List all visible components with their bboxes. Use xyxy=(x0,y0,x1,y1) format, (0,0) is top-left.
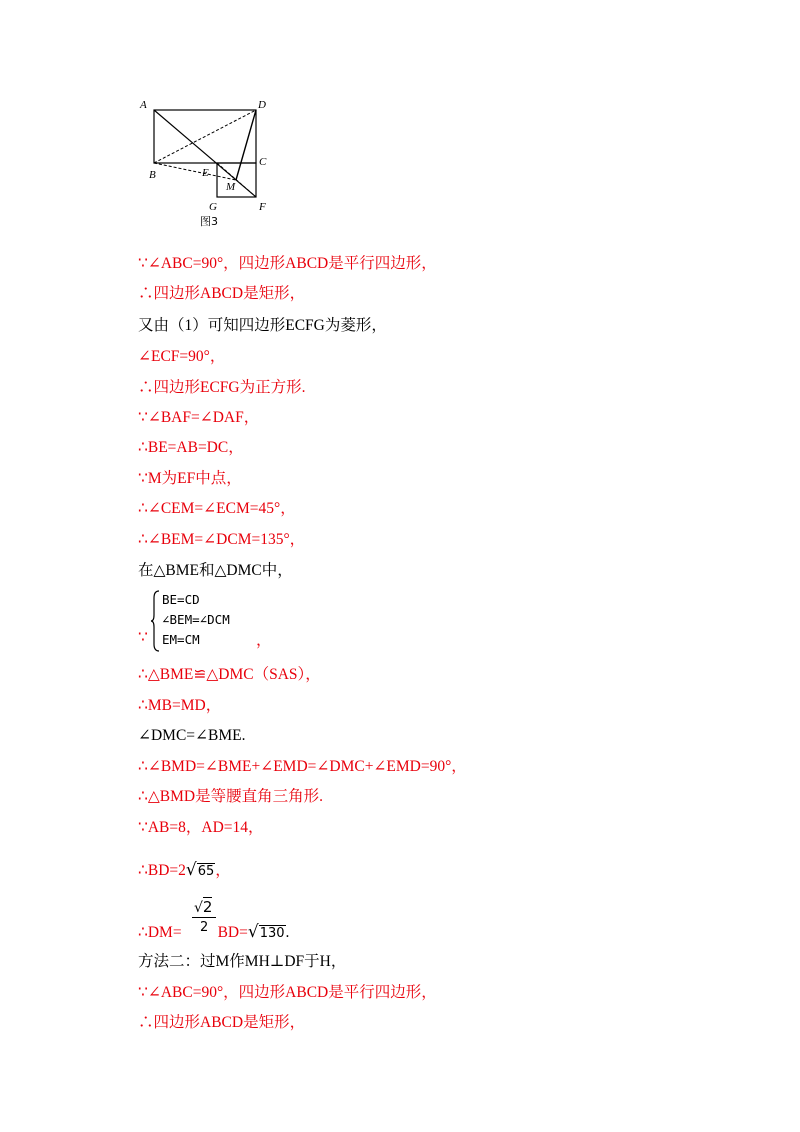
radicand-130: 130 xyxy=(259,926,285,941)
proof-line-2: ∴四边形ABCD是矩形， xyxy=(138,285,306,302)
figure-3-diagram xyxy=(136,94,286,234)
figure-caption: 图3 xyxy=(200,215,218,228)
radicand-65: 65 xyxy=(197,864,215,879)
proof-line-3: 又由（1）可知四边形ECFG为菱形， xyxy=(138,317,387,334)
sqrt-130 xyxy=(248,922,286,944)
brace-comma: ， xyxy=(256,632,272,649)
condition-2: ∠BEM=∠DCM xyxy=(162,612,230,627)
proof-line-8: ∵M为EF中点， xyxy=(138,470,242,487)
line-dm xyxy=(236,110,256,180)
label-e: E xyxy=(202,167,209,179)
radical-sign-icon: √ xyxy=(247,922,259,942)
proof-line-19: ∵∠ABC=90°，四边形ABCD是平行四边形， xyxy=(138,984,437,1001)
proof-line-5: ∴四边形ECFG为正方形. xyxy=(138,379,306,396)
proof-line-13: ∴MB=MD， xyxy=(138,697,222,714)
radical-sign-icon: √ xyxy=(194,900,203,916)
proof-line-20: ∴四边形ABCD是矩形， xyxy=(138,1014,306,1031)
line-bd xyxy=(154,110,256,163)
proof-line-17: ∵AB=8，AD=14， xyxy=(138,819,264,836)
condition-list xyxy=(162,590,230,650)
line-bm xyxy=(154,163,236,180)
fraction-numerator xyxy=(194,898,212,916)
proof-line-6: ∵∠BAF=∠DAF， xyxy=(138,409,260,426)
label-f: F xyxy=(259,201,266,213)
dm-middle: BD= xyxy=(217,924,248,941)
proof-line-14: ∠DMC=∠BME. xyxy=(138,727,246,744)
bd-suffix: ， xyxy=(215,862,231,879)
proof-line-15: ∴∠BMD=∠BME+∠EMD=∠DMC+∠EMD=90°， xyxy=(138,758,467,775)
dm-suffix: . xyxy=(285,924,290,941)
fraction-bar xyxy=(192,917,216,918)
condition-3: EM=CM xyxy=(162,632,200,647)
proof-line-9: ∴∠CEM=∠ECM=45°， xyxy=(138,500,296,517)
dm-prefix: ∴DM= xyxy=(138,924,182,941)
proof-line-10: ∴∠BEM=∠DCM=135°， xyxy=(138,531,306,548)
proof-line-16: ∴△BMD是等腰直角三角形. xyxy=(138,788,323,805)
bd-prefix: ∴BD=2 xyxy=(138,862,186,879)
proof-line-4: ∠ECF=90°， xyxy=(138,348,226,365)
proof-line-12: ∴△BME≌△DMC（SAS）， xyxy=(138,666,321,683)
condition-1: BE=CD xyxy=(162,592,200,607)
fraction-denominator: 2 xyxy=(200,920,209,935)
fraction-sqrt2-over-2 xyxy=(190,898,220,944)
because-symbol: ∵ xyxy=(138,629,148,646)
proof-line-18: 方法二：过M作MH⊥DF于H， xyxy=(138,953,347,970)
proof-line-11: 在△BME和△DMC中， xyxy=(138,562,293,579)
geometry-figure xyxy=(136,94,286,234)
label-m: M xyxy=(226,181,236,193)
radical-sign-icon: √ xyxy=(185,860,197,880)
congruence-conditions xyxy=(138,588,338,658)
label-d: D xyxy=(258,99,266,111)
left-brace-icon xyxy=(151,590,161,652)
label-a: A xyxy=(140,99,147,111)
label-c: C xyxy=(259,156,267,168)
numerator-radicand: 2 xyxy=(202,898,213,916)
sqrt-65 xyxy=(186,860,215,882)
proof-line-1: ∵∠ABC=90°，四边形ABCD是平行四边形， xyxy=(138,255,437,272)
label-g: G xyxy=(209,201,217,213)
bd-line xyxy=(138,860,231,882)
proof-line-7: ∴BE=AB=DC， xyxy=(138,439,244,456)
label-b: B xyxy=(149,169,156,181)
